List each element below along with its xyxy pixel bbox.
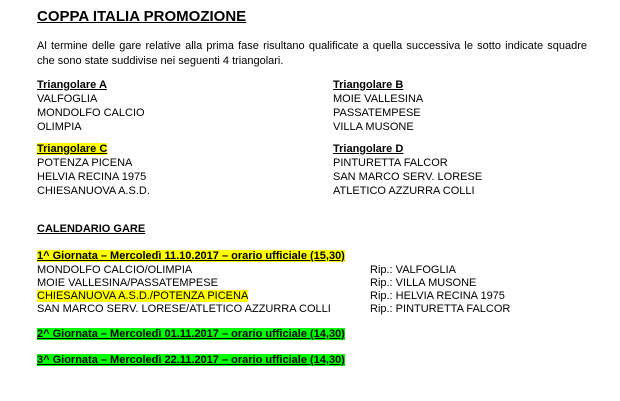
group-a-title: Triangolare A [37, 79, 107, 91]
round-1-match-2: MOIE VALLESINA/PASSATEMPESE [37, 277, 218, 289]
round-1-rest-1: Rip.: VALFOGLIA [370, 264, 456, 276]
round-1-match-4: SAN MARCO SERV. LORESE/ATLETICO AZZURRA COLLI [37, 303, 331, 315]
group-d-title: Triangolare D [333, 143, 404, 155]
group-a-team-1: VALFOGLIA [37, 93, 98, 105]
round-1-heading: 1^ Giornata – Mercoledì 11.10.2017 – orario ufficiale (15,30) [37, 250, 345, 262]
group-d-team-2: SAN MARCO SERV. LORESE [333, 171, 483, 183]
round-3-heading: 3^ Giornata – Mercoledì 22.11.2017 – orario ufficiale (14,30) [37, 354, 345, 366]
group-c-team-1: POTENZA PICENA [37, 157, 133, 169]
group-c-title: Triangolare C [37, 143, 108, 155]
group-a-team-3: OLIMPIA [37, 121, 82, 133]
round-1-rest-3: Rip.: HELVIA RECINA 1975 [370, 290, 505, 302]
group-b-team-3: VILLA MUSONE [333, 121, 414, 133]
group-c-team-2: HELVIA RECINA 1975 [37, 171, 147, 183]
group-b-team-1: MOIE VALLESINA [333, 93, 424, 105]
intro-paragraph: Al termine delle gare relative alla prima fase risultano qualificate a quella successiva le sotto indicate squadre che sono state suddivise nei seguenti 4 triangolari. [37, 40, 587, 67]
group-a [37, 78, 145, 134]
group-c [37, 142, 150, 198]
round-1-match-1: MONDOLFO CALCIO/OLIMPIA [37, 264, 193, 276]
round-1-match-3: CHIESANUOVA A.S.D./POTENZA PICENA [37, 290, 249, 302]
page-title: COPPA ITALIA PROMOZIONE [37, 8, 247, 25]
round-2-heading: 2^ Giornata – Mercoledì 01.11.2017 – orario ufficiale (14,30) [37, 328, 345, 340]
group-b-team-2: PASSATEMPESE [333, 107, 421, 119]
round-1-rest-2: Rip.: VILLA MUSONE [370, 277, 477, 289]
group-d [333, 142, 482, 198]
group-c-team-3: CHIESANUOVA A.S.D. [37, 185, 150, 197]
group-d-team-3: ATLETICO AZZURRA COLLI [333, 185, 475, 197]
calendar-title: CALENDARIO GARE [37, 223, 146, 235]
group-d-team-1: PINTURETTA FALCOR [333, 157, 448, 169]
round-1-rest-4: Rip.: PINTURETTA FALCOR [370, 303, 511, 315]
group-a-team-2: MONDOLFO CALCIO [37, 107, 145, 119]
group-b-title: Triangolare B [333, 79, 404, 91]
group-b [333, 78, 423, 134]
